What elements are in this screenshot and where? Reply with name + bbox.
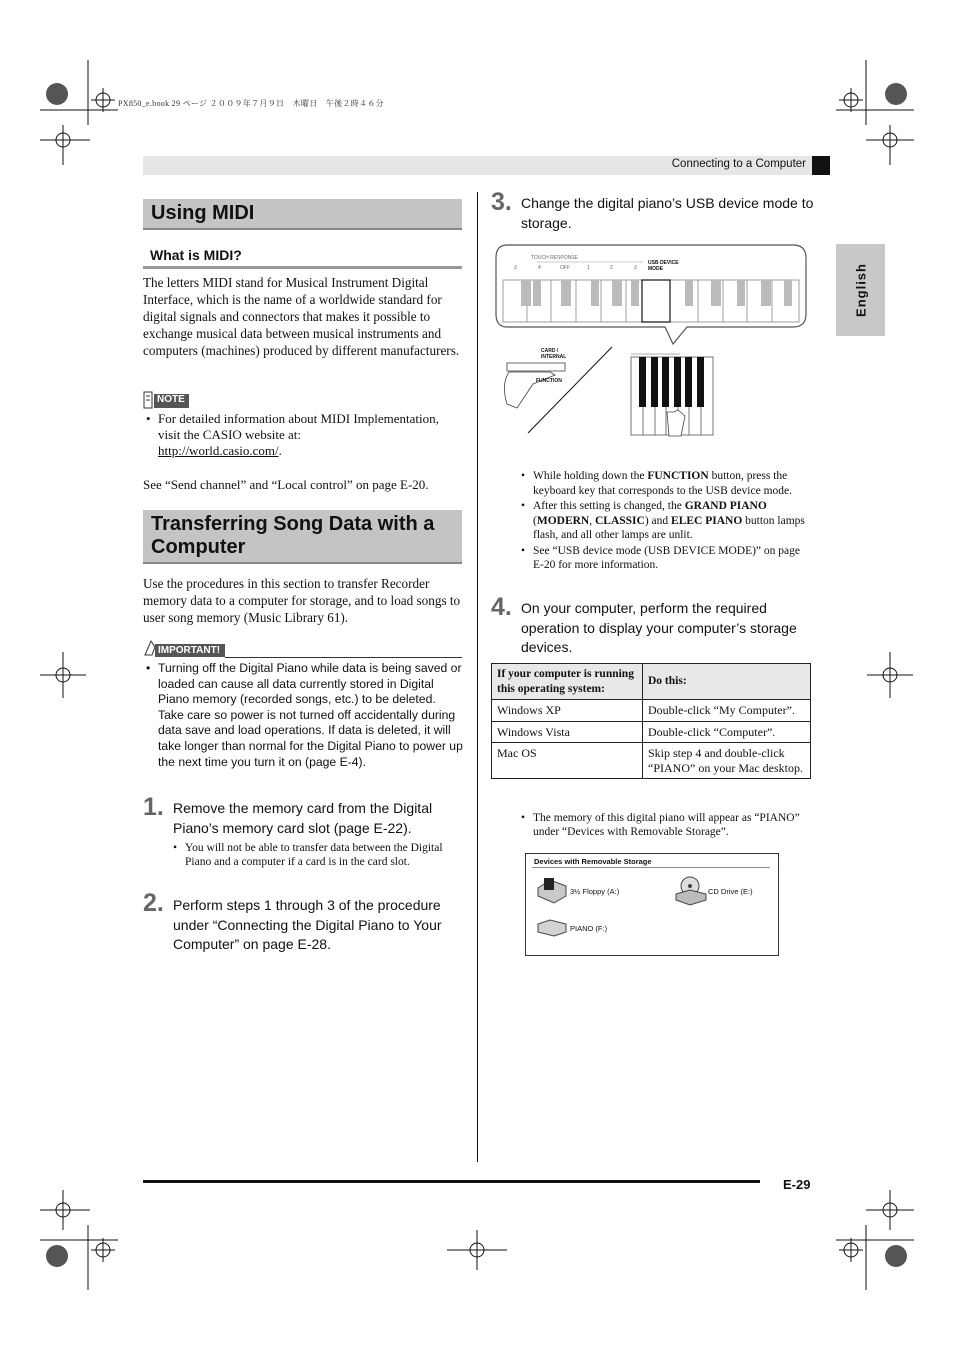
note-list [145, 411, 463, 460]
page-number: E-29 [783, 1177, 811, 1192]
table-row [492, 743, 811, 779]
step-4-text: On your computer, perform the required operation to display your computer’s storage devices. [521, 600, 797, 655]
table-cell-action: Double-click “My Computer”. [643, 700, 811, 722]
mode-label: MODE [648, 266, 663, 272]
midi-paragraph: The letters MIDI stand for Musical Instrument Digital Interface, which is the name of a worldwide standard for digital signals and connectors that makes it possible to exchange musical data between musical instruments and computers (machines) produced by different manufacturers. [143, 275, 460, 358]
removable-storage-window [525, 853, 779, 956]
b2-open: ( [533, 514, 537, 527]
card-internal-label-2: INTERNAL [541, 354, 567, 360]
section-title-transferring: Transferring Song Data with a Computer [143, 510, 462, 564]
step-3-bullet-1 [520, 469, 812, 498]
important-label: IMPORTANT! [158, 645, 221, 656]
table-cell-os: Windows XP [492, 700, 643, 722]
table-note: • The memory of this digital piano will appear as “PIANO” under “Devices with Removable Storage”. [520, 811, 812, 839]
touch-response-label: TOUCH RESPONSE [531, 255, 578, 261]
side-tab-label: English [853, 263, 868, 317]
step-1-text: Remove the memory card from the Digital Piano’s memory card slot (page E-22). [173, 800, 433, 836]
key-label-4: 1 [587, 265, 590, 271]
b1-text-b: button, press the keyboard key that corresponds to the USB device mode. [533, 470, 793, 497]
cd-drive-icon[interactable] [674, 876, 708, 906]
card-internal-label-1: CARD / [541, 348, 559, 354]
key-label-6: 3 [634, 265, 637, 271]
casio-link[interactable]: http://world.casio.com/ [158, 443, 279, 458]
book-info-line: PX850_e.book 29 ページ ２００９年７月９日 木曜日 午後２時４６分 [118, 99, 384, 108]
key-label-2: 4 [538, 265, 541, 271]
b2-text-b: button lamps flash, and all other lamps are unlit. [533, 514, 805, 541]
b1-text-a: While holding down the [533, 470, 648, 482]
see-also-text: See “Send channel” and “Local control” on page E-20. [143, 477, 429, 492]
table-row [492, 721, 811, 743]
floppy-drive-label[interactable]: 3½ Floppy (A:) [570, 887, 620, 896]
note-text: For detailed information about MIDI Implementation, visit the CASIO website at: [158, 411, 439, 442]
subsection-title-what-is-midi: What is MIDI? [150, 247, 242, 263]
b2-classic: CLASSIC [594, 514, 645, 527]
piano-drive-label[interactable]: PIANO (F:) [570, 924, 608, 933]
header-marker-block [812, 156, 830, 175]
language-side-tab [836, 244, 885, 336]
transfer-paragraph: Use the procedures in this section to transfer Recorder memory data to a computer for storage, and to load songs to user song memory (Music Library 61). [143, 576, 461, 625]
table-cell-os: Windows Vista [492, 721, 643, 743]
b2-text-a: After this setting is changed, the [533, 500, 685, 512]
note-label: NOTE [157, 394, 185, 405]
column-divider [477, 192, 478, 1162]
important-rule [225, 657, 462, 658]
b2-grand-piano: GRAND PIANO [684, 500, 767, 512]
table-header-action: Do this: [643, 664, 811, 700]
important-list [145, 661, 463, 771]
running-header-title: Connecting to a Computer [671, 158, 806, 170]
os-instruction-table [491, 663, 811, 779]
b2-mid: ) and [644, 514, 672, 527]
step-4-number: 4. [491, 593, 512, 621]
step-3-bullet-3: • See “USB device mode (USB DEVICE MODE)” on page E-20 for more information. [520, 544, 812, 573]
section-title-using-midi: Using MIDI [143, 199, 462, 230]
piano-drive-icon[interactable] [536, 918, 568, 938]
key-label-5: 2 [610, 265, 613, 271]
step-2-text: Perform steps 1 through 3 of the procedure under “Connecting the Digital Piano to Your Computer” on page E-28. [173, 897, 442, 952]
b2-elec-piano: ELEC PIANO [671, 514, 743, 527]
important-item: • Turning off the Digital Piano while data is being saved or loaded can cause all data currently stored in Digital Piano memory (recorded songs, etc.) to be deleted. Take care so power is not turned off accidentally during data save and load operations. If data is deleted, it will take longer than normal for the Digital Piano to power up the next time you turn it on (page E-4). [145, 661, 463, 770]
usb-device-label: USB DEVICE [648, 260, 679, 266]
step-3-number: 3. [491, 188, 512, 216]
key-label-1: 3 [514, 265, 517, 271]
table-header-row [492, 664, 811, 700]
key-label-3: OFF [560, 265, 570, 271]
devices-title: Devices with Removable Storage [534, 857, 652, 866]
floppy-drive-icon[interactable] [536, 876, 568, 904]
b2-comma: , [589, 514, 595, 527]
table-row [492, 700, 811, 722]
subsection-rule [143, 266, 462, 269]
devices-title-rule [532, 867, 770, 868]
step-2-number: 2. [143, 889, 164, 917]
footer-rule [143, 1180, 760, 1183]
b1-function: FUNCTION [647, 470, 709, 482]
step-1-number: 1. [143, 793, 164, 821]
step-3-bullet-2 [520, 499, 812, 543]
step-3-bullets [520, 469, 812, 574]
cd-drive-label[interactable]: CD Drive (E:) [708, 887, 753, 896]
table-note-list [520, 811, 812, 840]
table-cell-action: Skip step 4 and double-click “PIANO” on your Mac desktop. [643, 743, 811, 779]
b2-modern: MODERN [536, 514, 590, 527]
step-1-sublist [172, 841, 457, 870]
piano-usb-mode-diagram [495, 244, 807, 439]
table-cell-os: Mac OS [492, 743, 643, 779]
step-1-subitem: • You will not be able to transfer data between the Digital Piano and a computer if a card is in the card slot. [172, 841, 457, 869]
note-item [145, 411, 463, 459]
table-cell-action: Double-click “Computer”. [643, 721, 811, 743]
step-3-text: Change the digital piano’s USB device mode to storage. [521, 195, 814, 231]
function-label: FUNCTION [536, 378, 562, 384]
note-period: . [278, 443, 282, 458]
table-header-os: If your computer is running this operating system: [492, 664, 643, 700]
